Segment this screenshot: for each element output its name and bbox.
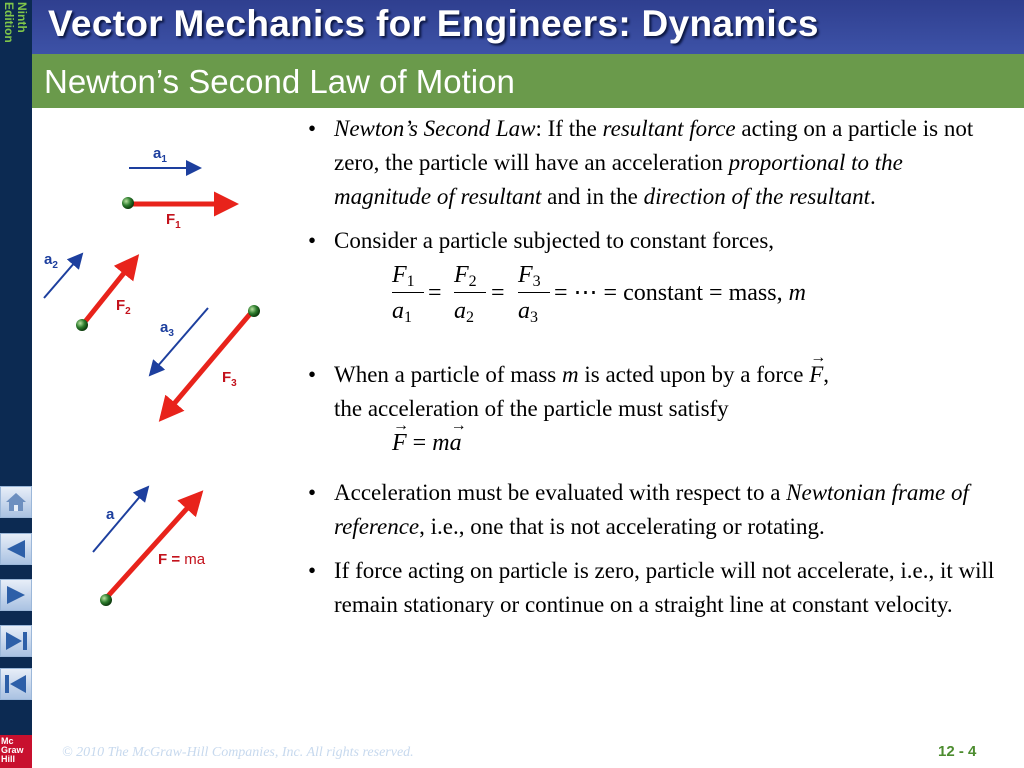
sidebar: [0, 0, 32, 768]
first-slide-button[interactable]: [0, 668, 32, 700]
edition-word: Edition: [2, 2, 16, 43]
force-diagrams: [36, 120, 286, 620]
diagram-case-3: [150, 305, 260, 418]
label-F3: $F_3$: [222, 369, 237, 389]
bullet-force-mass: • When a particle of mass m is acted upon by a force → F, the acceleration of the particle must satisfy → F = m→ a: [306, 358, 996, 466]
particle-2: [76, 319, 88, 331]
last-slide-icon: [1, 626, 31, 656]
previous-slide-button[interactable]: [0, 533, 32, 565]
bullet-zero-force: • If force acting on particle is zero, particle will not accelerate, i.e., it will remain stationary or continue on a straight line at constant velocity.: [308, 558, 995, 617]
diagram-case-1: [122, 145, 234, 231]
copyright-notice: © 2010 The McGraw-Hill Companies, Inc. All rights reserved.: [62, 745, 414, 760]
label-a2: $a_2$: [44, 251, 58, 271]
next-slide-button[interactable]: [0, 579, 32, 611]
particle-1: [122, 197, 134, 209]
force-arrow-F3: [162, 314, 250, 418]
mcgraw-hill-logo: Mc Graw Hill: [0, 735, 32, 768]
diagram-case-4: [93, 487, 206, 606]
header-bar: [32, 0, 1024, 54]
newton-equation: → F = m→ a: [334, 426, 996, 466]
next-arrow-icon: [1, 580, 31, 610]
label-a: a: [106, 506, 115, 523]
particle-4: [100, 594, 112, 606]
previous-arrow-icon: [1, 534, 31, 564]
book-title: Vector Mechanics for Engineers: Dynamics: [48, 3, 819, 44]
label-a1: $a_1$: [153, 145, 167, 165]
bullet-second-law: • Newton’s Second Law: If the resultant force acting on a particle is not zero, the particle will have an acceleration proportional to the magnitude of resultant and in the direction of the resultant.: [308, 116, 974, 209]
page-number: 12 - 4: [938, 743, 977, 760]
bullet-constant-forces: • Consider a particle subjected to constant forces, $F_1$ $a_1$ = $F_2$ $a_2$ = $F_3$ $a_3$ = ⋯ = constant = mass, m: [306, 224, 996, 348]
label-F2: $F_2$: [116, 297, 131, 317]
edition-ninth: Ninth: [15, 2, 29, 33]
particle-3: [248, 305, 260, 317]
first-slide-icon: [1, 669, 31, 699]
force-arrow-F: [108, 494, 200, 596]
label-F1: $F_1$: [166, 211, 181, 231]
label-F-equals-ma: F = ma: [158, 551, 206, 568]
ratio-equation: $F_1$ $a_1$ = $F_2$ $a_2$ = $F_3$ $a_3$ = ⋯ = constant = mass, m: [392, 262, 806, 326]
bullet-list: [306, 112, 996, 632]
diagram-case-2: [44, 251, 136, 331]
home-button[interactable]: [0, 486, 32, 518]
edition-label: [0, 2, 32, 62]
title-bar: [32, 54, 1024, 108]
force-vector-symbol: → F: [809, 358, 823, 392]
acceleration-arrow-a: [93, 487, 148, 552]
label-a3: $a_3$: [160, 319, 174, 339]
last-slide-button[interactable]: [0, 625, 32, 657]
acceleration-arrow-a3: [150, 308, 208, 375]
slide-title: Newton’s Second Law of Motion: [44, 63, 515, 100]
bullet-newtonian-frame: • Acceleration must be evaluated with respect to a Newtonian frame of reference, i.e., one that is not accelerating or rotating.: [308, 480, 969, 539]
home-icon: [1, 487, 31, 517]
